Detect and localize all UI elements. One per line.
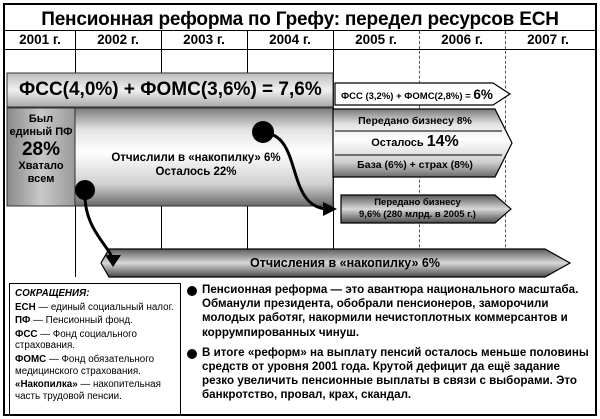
pension-fund-text: Отчислили в «накопилку» 6% Осталось 22% — [111, 152, 281, 178]
page-title: Пенсионная реформа по Грефу: передел ресурсов ЕСН — [41, 9, 559, 30]
fss-foms-label: ФСС(4,0%) + ФОМС(3,6%) = 7,6% — [19, 79, 322, 100]
bullet-icon — [187, 349, 197, 359]
abbreviations-legend — [9, 283, 181, 415]
unified-pf-text: Был единый ПФ 28% Хватало всем — [9, 113, 73, 185]
legend-item: «Накопилка» — накопительная часть трудовой пенсии. — [15, 379, 161, 402]
fss-foms-new-label: ФСС (3,2%) + ФОМС(2,8%) = 6% — [341, 87, 493, 102]
flow-node — [75, 180, 95, 200]
year-2002: 2002 г. — [97, 32, 139, 47]
year-2007: 2007 г. — [527, 32, 569, 47]
legend-item: ЕСН — единый социальный налог. — [15, 301, 174, 313]
base-insurance-label: База (6%) + страх (8%) — [357, 159, 473, 171]
legend-item: ФОМС — Фонд обязательного медицинского страхования. — [15, 353, 155, 377]
infographic-frame — [3, 3, 597, 416]
legend-heading: СОКРАЩЕНИЯ: — [15, 288, 90, 299]
year-2005: 2005 г. — [355, 32, 397, 47]
year-2006: 2006 г. — [441, 32, 483, 47]
year-2001: 2001 г. — [19, 32, 61, 47]
accumulation-label: Отчисления в «накопилку» 6% — [250, 256, 440, 270]
bullet-icon — [187, 286, 197, 296]
bullet-item: В итоге «реформ» на выплату пенсий осталось меньше половины средств от уровня 2001 года. Крутой дефицит да ещё задание резко увеличить пенсионные выплаты в связи с выборами. Это банкротство, провал, крах, скандал. — [186, 346, 594, 403]
commentary — [186, 283, 594, 409]
year-2003: 2003 г. — [183, 32, 225, 47]
business-transfer-text: Передано бизнесу 9,6% (280 млрд. в 2005 г.) — [359, 197, 476, 220]
flow-node — [252, 121, 274, 143]
business-share-label: Передано бизнесу 8% — [358, 115, 472, 127]
legend-item: ФСС — Фонд социального страхования. — [15, 328, 137, 352]
remaining-label: Осталось 14% — [371, 133, 459, 150]
bullet-item: Пенсионная реформа — это авантюра национального масштаба. Обманули президента, обобрали пенсионеров, заморочили молодых работяг, накормили нечистоплотных коммерсантов и коррумпированных чинуш. — [186, 283, 594, 340]
year-2004: 2004 г. — [269, 32, 311, 47]
legend-item: ПФ — Пенсионный фонд. — [15, 315, 133, 327]
diagram-graphic — [5, 5, 595, 285]
